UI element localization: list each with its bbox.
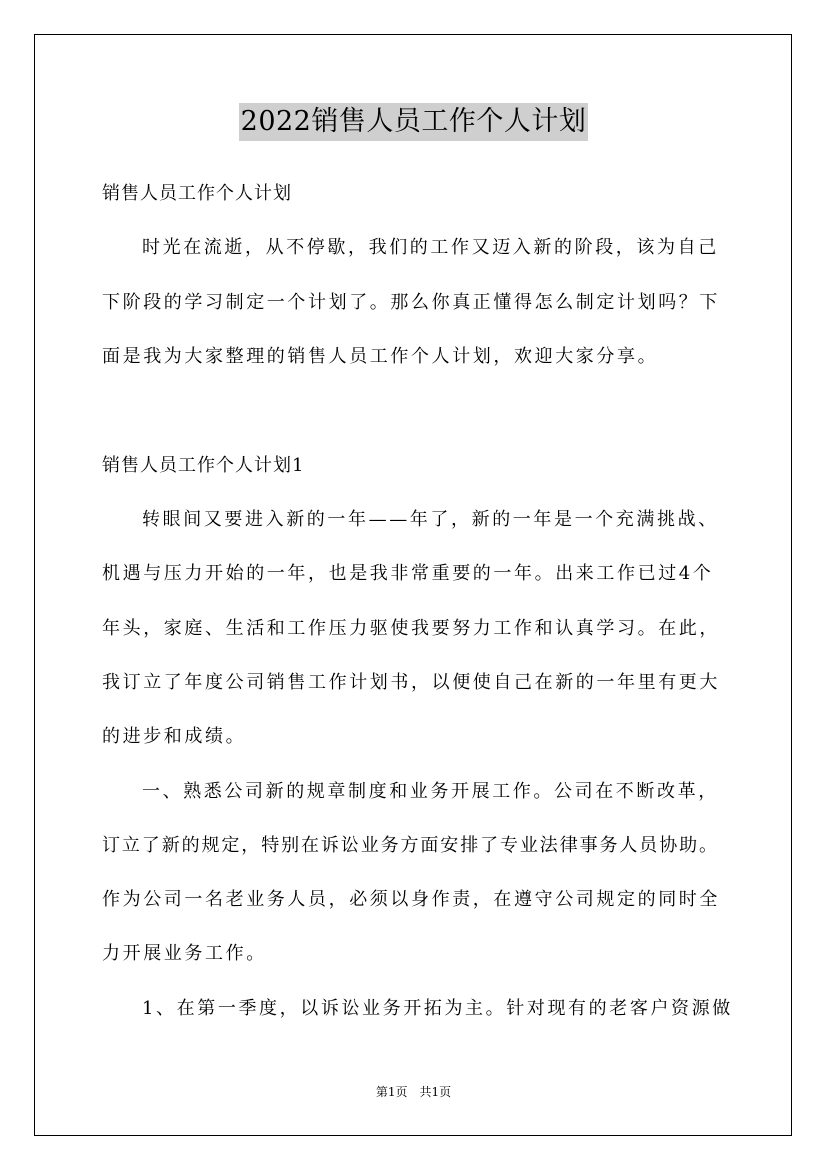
para3-line-1: 1、在第一季度，以诉讼业务开拓为主。针对现有的老客户资源做: [142, 998, 733, 1019]
document-title: 2022销售人员工作个人计划: [239, 103, 589, 141]
para1-line-3: 年头，家庭、生活和工作压力驱使我要努力工作和认真学习。在此，: [102, 618, 720, 639]
para1-line-2: 机遇与压力开始的一年，也是我非常重要的一年。出来工作已过4个: [102, 563, 714, 584]
section-heading-1: 销售人员工作个人计划1: [102, 455, 305, 476]
para2-line-4: 力开展业务工作。: [102, 943, 267, 964]
intro-line-3: 面是我为大家整理的销售人员工作个人计划，欢迎大家分享。: [102, 346, 659, 367]
para1-line-5: 的进步和成绩。: [102, 726, 247, 747]
intro-line-2: 下阶段的学习制定一个计划了。那么你真正懂得怎么制定计划吗？下: [102, 292, 720, 313]
title-container: [0, 103, 827, 141]
para2-line-2: 订立了新的规定，特别在诉讼业务方面安排了专业法律事务人员协助。: [102, 835, 719, 856]
para1-line-4: 我订立了年度公司销售工作计划书，以便使自己在新的一年里有更大: [102, 672, 720, 693]
para2-line-1: 一、熟悉公司新的规章制度和业务开展工作。公司在不断改革，: [142, 781, 719, 802]
page-number: 第1页 共1页: [375, 1085, 452, 1099]
para1-line-1: 转眼间又要进入新的一年——年了，新的一年是一个充满挑战、: [142, 509, 719, 530]
intro-line-1: 时光在流逝，从不停歇，我们的工作又迈入新的阶段，该为自己: [142, 237, 719, 258]
document-subtitle: 销售人员工作个人计划: [102, 183, 292, 204]
para2-line-3: 作为公司一名老业务人员，必须以身作责，在遵守公司规定的同时全: [102, 889, 720, 910]
